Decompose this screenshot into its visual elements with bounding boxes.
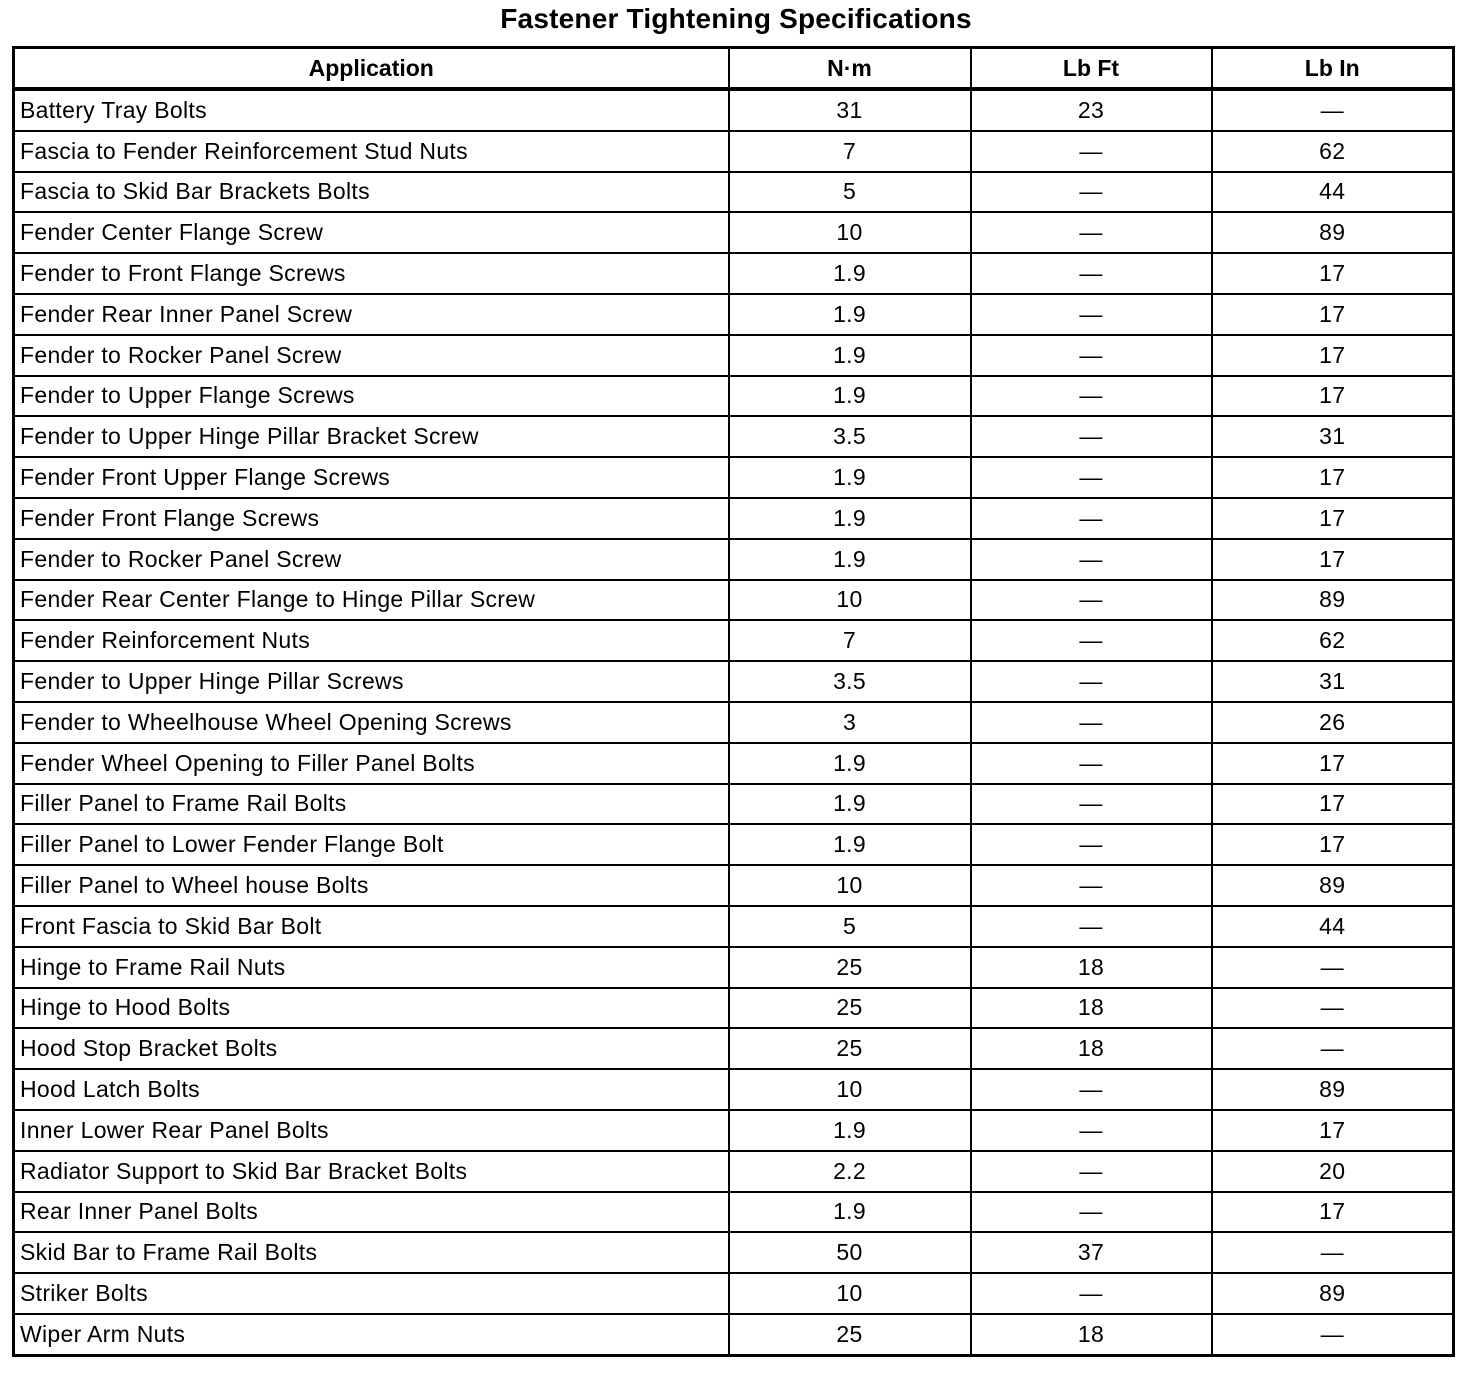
cell-lb-in: — — [1212, 89, 1454, 131]
table-row — [14, 784, 1454, 825]
cell-application: Filler Panel to Frame Rail Bolts — [14, 784, 729, 825]
cell-nm: 1.9 — [729, 498, 971, 539]
cell-application: Hinge to Hood Bolts — [14, 988, 729, 1029]
cell-lb-in: 17 — [1212, 784, 1454, 825]
cell-application: Fender to Upper Hinge Pillar Screws — [14, 661, 729, 702]
table-row — [14, 824, 1454, 865]
table-row — [14, 294, 1454, 335]
cell-lb-in: 20 — [1212, 1151, 1454, 1192]
cell-nm: 7 — [729, 131, 971, 172]
cell-lb-in: 89 — [1212, 1069, 1454, 1110]
cell-lb-in: 17 — [1212, 335, 1454, 376]
cell-lb-ft: — — [971, 906, 1212, 947]
cell-application: Fascia to Fender Reinforcement Stud Nuts — [14, 131, 729, 172]
cell-lb-ft: — — [971, 539, 1212, 580]
cell-lb-in: 89 — [1212, 865, 1454, 906]
cell-application: Fender to Wheelhouse Wheel Opening Screws — [14, 702, 729, 743]
cell-lb-in: 17 — [1212, 743, 1454, 784]
table-row — [14, 539, 1454, 580]
cell-lb-in: — — [1212, 1232, 1454, 1273]
cell-nm: 1.9 — [729, 1110, 971, 1151]
cell-lb-ft: 18 — [971, 947, 1212, 988]
cell-lb-in: 44 — [1212, 172, 1454, 213]
cell-lb-in: 89 — [1212, 212, 1454, 253]
table-row — [14, 1273, 1454, 1314]
cell-nm: 1.9 — [729, 824, 971, 865]
cell-lb-ft: — — [971, 580, 1212, 621]
cell-lb-in: 89 — [1212, 1273, 1454, 1314]
cell-nm: 1.9 — [729, 253, 971, 294]
cell-lb-in: 17 — [1212, 294, 1454, 335]
cell-application: Front Fascia to Skid Bar Bolt — [14, 906, 729, 947]
cell-nm: 50 — [729, 1232, 971, 1273]
table-row — [14, 1192, 1454, 1233]
cell-nm: 1.9 — [729, 1192, 971, 1233]
cell-lb-in: 17 — [1212, 253, 1454, 294]
table-row — [14, 661, 1454, 702]
cell-lb-ft: — — [971, 1069, 1212, 1110]
table-body — [14, 89, 1454, 1355]
cell-application: Wiper Arm Nuts — [14, 1314, 729, 1355]
cell-lb-in: 17 — [1212, 1110, 1454, 1151]
table-row — [14, 743, 1454, 784]
table-row — [14, 457, 1454, 498]
cell-lb-in: — — [1212, 1314, 1454, 1355]
cell-lb-ft: — — [971, 335, 1212, 376]
cell-nm: 3.5 — [729, 661, 971, 702]
column-header-lb-ft: Lb Ft — [971, 48, 1212, 90]
cell-lb-in: 31 — [1212, 661, 1454, 702]
table-row — [14, 865, 1454, 906]
table-row — [14, 1232, 1454, 1273]
cell-lb-in: 62 — [1212, 131, 1454, 172]
table-row — [14, 335, 1454, 376]
table-row — [14, 131, 1454, 172]
cell-nm: 5 — [729, 906, 971, 947]
table-row — [14, 172, 1454, 213]
table-row — [14, 702, 1454, 743]
cell-nm: 1.9 — [729, 335, 971, 376]
cell-lb-in: 17 — [1212, 498, 1454, 539]
cell-application: Hinge to Frame Rail Nuts — [14, 947, 729, 988]
cell-lb-ft: 18 — [971, 1314, 1212, 1355]
header-row — [14, 48, 1454, 90]
cell-nm: 10 — [729, 1273, 971, 1314]
cell-application: Fender to Front Flange Screws — [14, 253, 729, 294]
cell-lb-ft: — — [971, 1110, 1212, 1151]
cell-nm: 3 — [729, 702, 971, 743]
cell-application: Fender to Upper Flange Screws — [14, 376, 729, 417]
cell-application: Fender Wheel Opening to Filler Panel Bolts — [14, 743, 729, 784]
cell-nm: 1.9 — [729, 743, 971, 784]
cell-application: Fender Front Upper Flange Screws — [14, 457, 729, 498]
cell-lb-ft: — — [971, 1273, 1212, 1314]
cell-nm: 10 — [729, 212, 971, 253]
cell-lb-ft: — — [971, 824, 1212, 865]
cell-nm: 25 — [729, 1028, 971, 1069]
table-row — [14, 1028, 1454, 1069]
fastener-spec-table — [12, 46, 1455, 1357]
cell-nm: 2.2 — [729, 1151, 971, 1192]
cell-lb-ft: — — [971, 457, 1212, 498]
cell-lb-in: 17 — [1212, 824, 1454, 865]
table-header — [14, 48, 1454, 90]
cell-lb-in: — — [1212, 947, 1454, 988]
cell-lb-ft: 18 — [971, 988, 1212, 1029]
cell-application: Fender Rear Center Flange to Hinge Pillar Screw — [14, 580, 729, 621]
cell-lb-ft: 37 — [971, 1232, 1212, 1273]
cell-lb-ft: — — [971, 702, 1212, 743]
cell-nm: 25 — [729, 1314, 971, 1355]
cell-lb-in: 31 — [1212, 416, 1454, 457]
cell-lb-ft: — — [971, 1151, 1212, 1192]
cell-lb-in: 26 — [1212, 702, 1454, 743]
cell-application: Filler Panel to Lower Fender Flange Bolt — [14, 824, 729, 865]
cell-lb-ft: — — [971, 131, 1212, 172]
column-header-application: Application — [14, 48, 729, 90]
cell-lb-ft: — — [971, 661, 1212, 702]
cell-lb-ft: — — [971, 1192, 1212, 1233]
cell-application: Fender to Rocker Panel Screw — [14, 335, 729, 376]
cell-nm: 10 — [729, 865, 971, 906]
table-row — [14, 906, 1454, 947]
cell-nm: 10 — [729, 1069, 971, 1110]
cell-nm: 1.9 — [729, 784, 971, 825]
cell-application: Fender Center Flange Screw — [14, 212, 729, 253]
table-row — [14, 988, 1454, 1029]
cell-lb-ft: — — [971, 620, 1212, 661]
cell-lb-ft: — — [971, 865, 1212, 906]
table-row — [14, 89, 1454, 131]
cell-lb-ft: — — [971, 172, 1212, 213]
cell-lb-ft: 23 — [971, 89, 1212, 131]
cell-lb-in: 17 — [1212, 1192, 1454, 1233]
cell-lb-in: — — [1212, 988, 1454, 1029]
cell-nm: 10 — [729, 580, 971, 621]
cell-application: Fender Reinforcement Nuts — [14, 620, 729, 661]
table-row — [14, 947, 1454, 988]
cell-application: Fender to Upper Hinge Pillar Bracket Screw — [14, 416, 729, 457]
table-row — [14, 620, 1454, 661]
cell-lb-ft: — — [971, 294, 1212, 335]
table-row — [14, 416, 1454, 457]
cell-application: Fascia to Skid Bar Brackets Bolts — [14, 172, 729, 213]
cell-application: Hood Stop Bracket Bolts — [14, 1028, 729, 1069]
cell-lb-in: — — [1212, 1028, 1454, 1069]
cell-nm: 5 — [729, 172, 971, 213]
cell-application: Radiator Support to Skid Bar Bracket Bolts — [14, 1151, 729, 1192]
cell-lb-ft: — — [971, 253, 1212, 294]
cell-application: Striker Bolts — [14, 1273, 729, 1314]
cell-lb-in: 89 — [1212, 580, 1454, 621]
cell-nm: 7 — [729, 620, 971, 661]
cell-lb-ft: — — [971, 743, 1212, 784]
cell-application: Hood Latch Bolts — [14, 1069, 729, 1110]
cell-application: Fender Rear Inner Panel Screw — [14, 294, 729, 335]
cell-nm: 25 — [729, 988, 971, 1029]
cell-nm: 1.9 — [729, 294, 971, 335]
table-row — [14, 1314, 1454, 1355]
table-row — [14, 212, 1454, 253]
table-row — [14, 580, 1454, 621]
cell-nm: 3.5 — [729, 416, 971, 457]
table-row — [14, 253, 1454, 294]
table-row — [14, 376, 1454, 417]
cell-lb-ft: — — [971, 784, 1212, 825]
cell-lb-ft: 18 — [971, 1028, 1212, 1069]
cell-application: Filler Panel to Wheel house Bolts — [14, 865, 729, 906]
cell-lb-ft: — — [971, 416, 1212, 457]
cell-lb-in: 17 — [1212, 376, 1454, 417]
cell-nm: 1.9 — [729, 376, 971, 417]
cell-application: Rear Inner Panel Bolts — [14, 1192, 729, 1233]
cell-lb-in: 17 — [1212, 539, 1454, 580]
cell-lb-ft: — — [971, 212, 1212, 253]
cell-application: Fender Front Flange Screws — [14, 498, 729, 539]
cell-lb-ft: — — [971, 498, 1212, 539]
column-header-nm: N·m — [729, 48, 971, 90]
table-row — [14, 498, 1454, 539]
cell-application: Skid Bar to Frame Rail Bolts — [14, 1232, 729, 1273]
table-row — [14, 1069, 1454, 1110]
cell-nm: 31 — [729, 89, 971, 131]
cell-lb-ft: — — [971, 376, 1212, 417]
cell-application: Inner Lower Rear Panel Bolts — [14, 1110, 729, 1151]
cell-application: Battery Tray Bolts — [14, 89, 729, 131]
cell-lb-in: 44 — [1212, 906, 1454, 947]
cell-lb-in: 17 — [1212, 457, 1454, 498]
column-header-lb-in: Lb In — [1212, 48, 1454, 90]
table-row — [14, 1110, 1454, 1151]
cell-nm: 25 — [729, 947, 971, 988]
cell-nm: 1.9 — [729, 457, 971, 498]
table-row — [14, 1151, 1454, 1192]
cell-lb-in: 62 — [1212, 620, 1454, 661]
cell-nm: 1.9 — [729, 539, 971, 580]
page-title: Fastener Tightening Specifications — [500, 3, 972, 34]
cell-application: Fender to Rocker Panel Screw — [14, 539, 729, 580]
